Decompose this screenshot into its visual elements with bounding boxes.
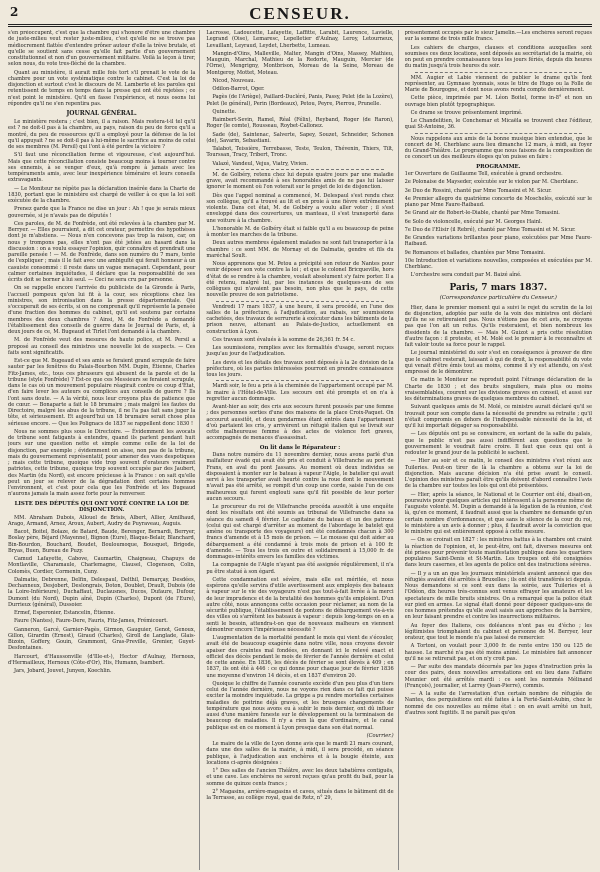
paragraph: Quoique le chiffre de l'année courante excède d'un peu plus d'un tiers celui de l'année dernière, nous ne voyons rien dans ce fait qui puisse exciter la moindre inquiétude. La grippe a pu rendre mortelles certaines maladies de poitrine déjà graves, et les brusques changements de température que nous avons eu à subir le mois dernier, ont dû influer aussi d'une manière funeste sur le développement ou la terminaison de beaucoup de maladies. Il n'y a rien là que d'ordinaire, et le canal publique est en ce moment à Lyon presque dans son état normal. bbox=[206, 680, 394, 731]
program-item: 10e Introduction et variations nouvelles, composées et exécutées par M. Cherblanc. bbox=[404, 257, 592, 271]
paragraph: Ermef, Esperonier, Estancelin, Étienne. bbox=[14, 610, 116, 617]
paragraph: Ce matin le Moniteur ne reproduit point l'étrange déclaration de la Charte de 1830 ; et des bruits singuliers, mais plus ou moins vraisemblables, courent sur les divisions graves en conseil, et aussi sur les déterminations graves de quelques membres du cabinet. bbox=[404, 377, 592, 403]
paragraph: Mardi soir, le feu a pris à la cheminée de l'appartement occupé par M. le maire à l'Hôtel-de-Ville. Les secours ont été prompts et on n'a à regretter aucun dommage. bbox=[206, 383, 394, 402]
paragraph: Quant au ministère, il aurait mille fois tort s'il prenait le vote de la chambre pour un vote systématique contre le cabinet. C'est la loi de disjonction et surtout c'est le discours de M. Lamberte et les paroles qui retentissent de temps en temps dans la presse qui ont été rejetées ; ce n'est point le ministère. Qu'il en fasse l'expérience, et nous osons lui répondre qu'il ne s'en repentira pas. bbox=[8, 69, 196, 107]
separator bbox=[415, 133, 582, 134]
program-item: 3e Duo de Rossini, chanté par Mme Tomasini et M. Sicur. bbox=[404, 187, 552, 194]
program-item: 6e Solo de violoncelle, exécuté par M. Georges Hainl. bbox=[404, 218, 543, 225]
paragraph: Nous apprenons que M. Petou a précipité son retour de Nantes pour venir déposer son vote contre la loi ; et que le colonel Bricqueville, hors d'état de se rendre à la chambre, voulait absolument s'y faire porter. Il a été retenu, malgré lui, par les instances de quelques-uns de ses collègues qui n'avaient pas besoin, non plus que le pays, de cette nouvelle preuve de son patriotisme. bbox=[206, 261, 394, 299]
separator bbox=[216, 169, 383, 170]
section-heading: LISTE DES DÉPUTÉS QUI ONT VOTÉ CONTRE LA LOI DE DISJONCTION. bbox=[14, 500, 189, 514]
paragraph: Raimbert-Sevin, Ramel, Réal (Félix), Reyband, Roger (de Raron), Roger (le comte), Rousseau, Roybet-Callonez. bbox=[206, 117, 394, 130]
paragraph: Sade (de), Saintenac, Salverte, Sapey, Souzet, Schneider, Schonen (de), Savarin, Sebastiani. bbox=[206, 131, 394, 144]
paragraph: M. de Fonfrède veut des mesures de haute police, et M. Persil a proposé au conseil des ministres une nouvelle loi de suspects. — Ces faits sont significatifs. bbox=[8, 337, 196, 356]
newspaper-title: CENSEUR. bbox=[249, 4, 351, 23]
column-1 bbox=[8, 30, 200, 870]
paragraph: Mangin-d'Oins, Malleville, Malter, Mangin d'Oins, Massey, Mathieu, Mauguin, Marchal, Mathieu de la Redorte, Mauguin, Mercier (de l'Orne), Mengrigny, Montbrison, Moreau de la Seine, Moreau de Montgeroy, Mottet, Moteau. bbox=[206, 50, 394, 76]
paragraph: Les cahiers de charges, clauses et conditions auxquelles sont soumises ces deux locations, sont déposés au secrétariat de la mairie, où on peut en prendre connaissance tous les jours fériés, depuis dix heures du matin jusqu'à trois heures du soir. bbox=[404, 44, 592, 70]
paragraph: Lacrosse, Ladoucette, Lafayette, Laffitte, Larabit, Laurence, Lavielle, Legrand (Oise), Lemaresc, Lepelletier d'Aulnay, Leroy, Letourneux, Levaillant, Leyraud, Leydet, Lherbette, Lumeau. bbox=[206, 30, 394, 49]
program-item: 1er Ouverture de Guillaume Tell, exécutée à grand orchestre. bbox=[404, 171, 563, 178]
article-columns bbox=[8, 30, 592, 870]
paragraph: — Hier, après la séance, le National et le Courrier ont été, disait-on, poursuivis pour quelques articles qui intéressent à la personne même de l'auguste volonté. M. Dupin a demandé à la légation de la réunion, c'est là, qu'en ce moment, il faudrait aussi que la chambre ne demande qu'un certain nombre d'ordonnances, et que sans le silence de la cour du roi, le ministère a un avis à donner ; plus, il faudrait avoir la conviction que le ministre qui est entièrement opposé à cette mesure. bbox=[404, 491, 592, 536]
paragraph: L'augmentation de la mortalité pendant le mois qui vient de s'écouler, avait été de beaucoup exagérée dans notre ville, nous croyons devoir apaiser des craintes mal fondées, en donnant ici le relevé exact et officiel des décès pendant le mois de février de l'année dernière et celui de cette année. En 1836, les décès de février se sont élevés à 409 ; en 1837, ils ont été à 446 : ce qui donne pour chaque jour de février 1836 une moyenne d'environ 14 décès, et en 1837 d'environ 20. bbox=[206, 635, 394, 679]
paragraph: — Les députés ont pu se convaincre, en sortant de la salle du palais, que le public n'est pas aussi indifférent aux questions que le gouvernement le voudrait faire croire. Il faut que ceux qui ont à redouter le grand jour de la publicité le sachent. bbox=[404, 431, 592, 457]
paragraph: MM. Abraham Dubois, Allouel de Brisis, Albert, Allier, Amilhaud, Arago, Armand, Arnez, Aroux, Aubert, Audry de Puyraveau, Auguis. bbox=[8, 514, 196, 527]
paragraph: Ces travaux sont évalués à la somme de 26,361 fr. 54 c. bbox=[212, 336, 355, 343]
separator bbox=[216, 380, 383, 381]
program-item: 2e Polonaise de Mayseder, exécutée sur le violon par M. Cherblanc. bbox=[404, 179, 579, 186]
paragraph: Bacot, Boitel, Bolaze, de Batard, Baude, Berenger, Bernardi, Berryer, Boslay père, Béjard (Mayenne), Bignon (Eure), Blaque-Belair, Blanchard, Bin-Bourdon, Bouchard, Boudet, Bouloumoque, Bousquet, Brigode, Bryas, Buen, Bureau de Puzy. bbox=[8, 529, 196, 554]
paragraph: — Il y a un an que les journaux ministériels avaient annoncé que des réfugiés avaient été arrêtés à Bruxelles ; ils ont été transférés ici depuis. Nous demandons si ce sont eux dans la soirée, aux Tuileries et à l'Odéon, dix heures très-connus sont venus effrayer les amateurs et les spectateurs de mille bruits sinistres. On a remarqué que la police était sur pied en armes. Le signal était donné pour déposer quelques-uns de ces hommes prétendus qu'elle avait saisis aux approches de la barrière, en leur faisant prendre et contre les insurrections militaires. bbox=[404, 570, 592, 621]
paragraph: Faure (Nantes), Faure-Dere, Fauris, Fitz-James, Frémicourt. bbox=[14, 618, 168, 625]
paragraph: M. de Golbéry, retenu chez lui depuis quatre jours par une maladie grave, avait recommandé à ses honorables amis de ne pas lui laisser ignorer le moment où l'on voterait sur le projet de loi de disjonction. bbox=[206, 171, 394, 191]
paragraph: Cette condamnation est sévère, mais elle est méritée, et nous espérons qu'elle servira d'utile avertissement aux employés des bateaux à vapeur sur le vie des voyageurs n'est pas tout-à-fait livrée à la merci de leur imprudence et de la brutalité des hommes qu'ils emploient. D'un autre côté, nous annonçons cette occasion pour réclamer, au nom de la sécurité publique, l'établissement de pontons de débarquement vis-à-vis des villes où s'arrêtent les bateaux à vapeur : depuis long-temps on en a senti le besoin, attendra-t-on que de nouveaux malheurs en viennent démontrer encore l'impérieuse nécessité ? bbox=[206, 576, 394, 633]
paragraph: Camud Lafayette, Cabove, Caumartin, Chaigneau, Chapuys de Montlaville, Charamaule, Charlemagne, Clausel, Clogenson, Colin, Colomès, Cordier, Cormenin, Cuny. bbox=[8, 556, 196, 575]
separator bbox=[216, 301, 383, 302]
paragraph: — Par suite des mandats décernés par les juges d'instruction près la cour des pairs, deux nouvelles arrestations ont eu lieu dans l'affaire Meunier ont été arrêtés mardi : ce sont les nommés Mélinand (François), journalier, et Larrey (Jean-Pierre), commis. bbox=[404, 664, 592, 689]
separator bbox=[415, 72, 582, 73]
paragraph: Nous ne sommes plus sous le Directoire. — Évidemment les avocats de tribune sont fatigants à entendre, quand ils parlent pendant huit jours sur une question nette et simple comme celle de la loi de disjonction, par exemple ; évidemment on aisse, non pas de la tribune, mais du gouvernement représentatif, pour amener des vues despotiques ; mais cette tribune, quoique vide trop souvent d'orateurs vraiment patriotes, cette tribune, quoique trop souvent occupée par des Jaubert, des Martin (du Nord), est encore précieuse à la France : on sait qu'elle peut un jour se relever de la dégradation dont certains hommes l'environnent, et c'est pour cela que les Fonfrède et les Bugeaud n'aurons jamais la main assez forte pour la renverser. bbox=[8, 428, 196, 498]
program-item: 9e Romances et ballades, chantées par Mme Tomasini. bbox=[404, 249, 546, 256]
paragraph: Odilon-Barrot, Oger. bbox=[212, 86, 265, 92]
dateline-subheading: (Correspondance particulière du Censeur.) bbox=[439, 294, 557, 301]
paragraph: Les devis et les détails des travaux sont déposés à la 2e division de la préfecture, où les parties intéressées pourront en prendre connaissance tous les jours. bbox=[206, 359, 394, 378]
paragraph: présentement occupés par le sieur Jamelin.—Les enchères seront reçues sur la somme de trois mille francs. bbox=[404, 30, 592, 43]
paragraph: Le ministère restera ; c'est bien, il a raison. Mais restera-t-il tel qu'il est ? ne doit-il pas à la chambre, au pays, raison du peu de force qu'il a montré, du peu de ressources qu'il a employé pour la défense de la loi qu'il appuyait ? ne se doit-il pas à lui-même le sacrifice au moins de celui de ses membres (M. Persil) qui l'ont à été perdre la victoire ? bbox=[8, 119, 196, 150]
paragraph: Dès que l'appel nominal a commencé, M. Delespaul s'est rendu chez son collègue, qu'il a trouvé au lit et en proie à une fièvre extrêmement violente. Dans cet état, M. de Golbéry a voulu aller voter ; il s'est enveloppé dans des couvertures, un manteau, il s'est transporté dans une voiture à la chambre. bbox=[206, 192, 394, 224]
program-item: 7e Duo de l'Elisir (il Rebré), chanté par Mme Tomasini et M. Sicur. bbox=[404, 226, 576, 233]
paragraph: — Hier au soir et ce matin, le conseil des ministres s'est réuni aux Tuileries. Peut-on tirer de là la chambre a obtenu sur la loi de disjonction. Mais aucune décision n'a été prise avant le conseil. L'opinion des ministres paraît être qu'ils doivent d'abord connaître l'avis de la chambre sur toutes les lois qui ont été présentées. bbox=[404, 458, 592, 490]
paragraph: 2° Magasins, arrière-magasins et caves, situés dans le bâtiment dit de la Terrasse, au collège royal, quai de Retz, n° 29, bbox=[206, 788, 394, 802]
paragraph: Quinette. bbox=[212, 108, 237, 115]
paragraph: Est-ce que M. Bugeaud et ses amis se feraient grand scrupule de faire sauter par les fenêtres du Palais-Bourbon MM. Dupin, Étienne, Charles Fitz-James, etc., tous ces phraseurs qui abusent de la parole et de la tribune (style Fonfrède) ? Est-ce que ces Messieurs se feraient scrupule, dans le cas où un mouvement populaire réagirait contre ce coup d'État, d'en faire lever les auteurs ou complices aux conseils de guerre ? Ils l'ont sans doute. — A la vérité, nous leur croyons plus de patience que de cœur. — Bonaparte a fait le 18 brumaire ; mais malgré les fautes du Directoire, malgré les abus de la tribune, il ne l'a pas fait sans juger la tête, et sérieusement. Et aujourd'hui un 18 brumaire serait chose plus sérieuse encore. — Que les Polignacs de 1837 se rappellent donc 1830 ! bbox=[8, 358, 196, 427]
paragraph: Jars, Jobard, Jouvet, Junyen, Koechlin. bbox=[14, 668, 112, 675]
paragraph: Ce drame se trouve présentement imprimé. bbox=[410, 109, 523, 116]
masthead-rule bbox=[8, 26, 592, 27]
paragraph: 1° Des salles de l'ancien Théâtre, avec les deux tabatières contiguës, et une cave. Les enchères ne seront reçues qu'au profit du bail, pour la somme de quinze cents francs ; bbox=[206, 768, 394, 787]
program-item: 8e Grandes variations brillantes pour piano, exécutées par Mme Faure-Raibaud. bbox=[404, 235, 592, 248]
masthead bbox=[8, 4, 592, 25]
section-heading: PROGRAMME. bbox=[476, 163, 521, 170]
paragraph: Nicod, Nouveau. bbox=[212, 77, 256, 84]
paragraph: Suivant quelques amis de M. Molé, ce ministre aurait déclaré qu'il se trouvait pour son compte dans la nécessité de prendre sa retraite ; qu'il n'était compromis en dehors de l'indispensable nécessité de la loi, et qu'il lui importait dégager sa responsabilité. bbox=[404, 404, 592, 430]
dateline-heading: Paris, 7 mars 1837. bbox=[449, 282, 548, 293]
paragraph: Le Chandelitien, le Conchemar et Micaëla se trouvent chez l'éditeur, quai St-Antoine, 36. bbox=[404, 118, 592, 131]
paragraph: Harcourt, d'Haussonville (d'Ille-et-), Hector d'Aulnay, Hernoux, d'Hermailleux, Hernoux (Côte-d'Or), His, Humann, Isambert. bbox=[8, 653, 196, 666]
paragraph: Prenez garde que la France ne dise un jour : Ah ! que je serais mieux gouvernée, si je n'avais pas de députés ! bbox=[8, 206, 196, 219]
paragraph: — On se croirait en 1827 : les ministres battus à la chambre ont craint la réaction de l'opinion, et, le peut-être, ont fait, diverses mesures ont été prises pour prévenir toute manifestation publique dans les quartiers populaires Saint-Denis et St-Martin. Les troupes ont été consignées dans leurs casernes, et les agents de police ont des instructions sévères. bbox=[404, 537, 592, 569]
program-item: 4e Premier allegro du quatrième concerto de Moschelès, exécuté sur le piano par Mme Faure-Raibaud. bbox=[404, 195, 592, 209]
program-item: 5e Grand air de Robert-le-Diable, chanté par Mme Tomasini. bbox=[404, 210, 560, 217]
paragraph: Le procureur du roi de Villefranche procéda aussitôt à une enquête dont les résultats ont été soumis au tribunal de Villefranche dans sa séance du samedi 4 février. Le capitaine du bateau et un des patrons (celui qui est chargé d'arrêter au moment de l'abordage le batelet qui amène ou transporte des voyageurs) ont été condamnés chacun à 300 francs d'amende et à 15 mois de prison. — Le mousse qui doit aider au débarquement a été condamné à trois mois de prison et à 100 fr. d'amende. — Tous les trois en outre et solidairement à 15,000 fr. de dommages-intérêts envers les familles des victimes. bbox=[206, 504, 394, 561]
paragraph: Valazé, Vandeul, Vejus, Viatry, Vivien. bbox=[212, 160, 308, 167]
paragraph: Au foyer des Italiens, ces doléances n'ont pas eu d'écho ; les légitimistes triomphaient du cabinet et personne de M. Berryer, leur orateur, que tout le monde n'a pas laissé de remercier. bbox=[404, 622, 592, 642]
section-heading: On lit dans le Réparateur : bbox=[259, 444, 341, 451]
paragraph: Pagès (de l'Ariège), Paillard-Ducléré, Panis, Passy, Pelet (de la Lozère), Pelet (le général), Perin (Bordeaux), Petou, Peyre, Pierrou, Prunelle. bbox=[206, 94, 394, 107]
source-attribution: (Courrier.) bbox=[366, 732, 394, 739]
paragraph: Ces paroles, de M. de Fonfrède, ont été relevées à la chambre par M. Berryer. — Elles pourraient, a dit cet orateur, permettre des hypothèses dont je m'abstiens. — Nous n'en concevons pas trop la raison, car, on nous y trompons pas, elles n'ont pas été jetées au hasard dans la discussion : on a voulu essayer l'opinion, quir connaître et prendrait une pareille pensée ! — M. de Fonfrède, dans son numéro du 7 mars, tente de l'expliquer ; mais il le fait avec une ambiguïté qui ferait honneur à un casuiste consommé : il reste dans un vague menaçant. Cependant, pour calmer certaines inquiétudes, il déclare que la responsabilité de ses écrits doit se borner à lui seul. — Ceci ne sera cru par personne. bbox=[8, 220, 196, 283]
paragraph: Vendredi 17 mars 1837, à une heure, il sera procédé, en l'une des salles de la préfecture, à l'adjudication, au rabais, sur soumissions cachetées, des travaux de serrurerie à exécuter dans les bâtiments de la prison neuve, attenant au Palais-de-Justice, actuellement en construction à Lyon. bbox=[206, 303, 394, 335]
paragraph: La compagnie de l'Aigle n'ayant pas été assignée régulièrement, il n'a pu être statué à son égard. bbox=[206, 562, 394, 575]
paragraph: Dans notre numéro du 11 novembre dernier, nous avons parlé d'un malfaiteur évadé qui avait été pris et conduit à Villefranche au port de Frans, en aval du pont Jassans. Au moment où deux individus se disposaient à monter sur le bateau à vapeur l'Aigle, le batelier qui avait servi à les transporter avait heurté contre la roue dont le mouvement n'avait pas été arrêté, se rompit d'un coup une corde, saisie l'un de ces malheureux qui furent englouti sans qu'il fût possible de leur porter aucun secours. bbox=[206, 452, 394, 502]
column-2 bbox=[206, 30, 398, 870]
paragraph: A Tortoni, on voulait pour 3,000 fr. de rente entre 150 ou 125 de hausse. Le marché n'a pas été moins animé. Le ministère fait annoncer qu'il ne se retirerait pas, et on n'y croit pas. bbox=[404, 643, 592, 662]
paragraph: MM. Augier et Labie viennent de publier le drame qu'ils font représenter, au Gymnase lyonnais, sous le titre de Hugo ou la Folle de Marie de Bourgogne, et dont nous avons rendu compte dernièrement. bbox=[404, 74, 592, 93]
paragraph: Deux autres membres également malades ne sont fait transporter à la chambre : ce sont MM. de Mornay et de Dalmatie, gendre et fils du maréchal Soult. bbox=[206, 240, 394, 259]
paragraph: Ganneron, Garcé, Garnier-Pagès, Girmon, Gauguier, Genot, Genoux, Gillon, Girardin (Ernest), Giraud (Charles), Giroll de Langlade, Glais-Bizoin, Goffery, Gouin, Grammont, Gras-Preville, Grenier, Guyet-Desfontaines. bbox=[8, 626, 196, 652]
paragraph: — Le Moniteur ne répète pas la déclaration insérée dans la Charte de 1830, portant que le ministère est chargé de veiller à ce que la loi soit exécutée de la chambre. bbox=[8, 185, 196, 204]
paragraph: Le maire de la ville de Lyon donne avis que le mardi 21 mars courant, dans une des salles de la mairie, à midi, il sera procédé, en séance publique, à l'adjudication aux enchères et à la bougie éteinte, aux locations ci-après désignées : bbox=[206, 741, 394, 766]
column-3 bbox=[405, 30, 592, 870]
paragraph: Le journal ministériel du soir s'est en conséquence à prouver de dire que le cabinet resterait, laissant à qui de droit, la responsabilité du vote qui venait d'être émis tout au moins, comme il s'y est attendu, on s'est empressé de le démontrer. bbox=[404, 350, 592, 376]
section-heading: JOURNAL GÉNÉRAL. bbox=[66, 110, 137, 117]
paragraph: Talabot, Teissière, Terrebasse, Teste, Teulon, Thévenin, Thiers, Tilt, Tourssan, Tracy, Tribert, Tronc. bbox=[206, 146, 394, 159]
paragraph: S'il faut une réconciliation ferme et vigoureuse, c'est aujourd'hui. Mais que cette réconciliation consiste beaucoup moins à tourner contre ses ennemis, à se venger d'eux, qu'à rompre à jamais avec les tempéraments amis, avec leur inexpérience téméraire et leurs conseils extravagants. bbox=[8, 152, 196, 184]
paragraph: Avant-hier au soir, des cris aux secours furent poussés par une femme ; des personnes sorties d'une des maisons de la place Croix-Paquet. On accourut aussitôt, et deux gendarmes étant entrés dans l'appartement d'où partaient les cris, y arrivèrent un réfugié italien qui se livrait sur cette malheureuse femme à des actes de violence fort graves, accompagnés de menaces d'assassinat. bbox=[206, 404, 394, 442]
paragraph: Cette pièce, imprimée par M. Léon Boitel, forme in-8° et non un ouvrage bien plutôt typographique. bbox=[404, 95, 592, 108]
paragraph: Les soumissions, remplies avec les formalités d'usage, seront reçues jusqu'au jour de l'adjudication. bbox=[206, 345, 394, 358]
paragraph: Nous rappelons aux amis de la bonne musique bien entendue, que le concert de M. Cherblanc aura lieu dimanche 12 mars, à midi, au foyer du Grand-Théâtre. Le programme que nous faisons de la composition de ce concert un des meilleurs éloges qu'on puisse en faire : bbox=[404, 135, 592, 161]
paragraph: L'orchestre sera conduit par M. Baizé aîné. bbox=[410, 272, 522, 279]
paragraph: Hier, dans le premier moment qui a suivi le rejet du scrutin de la loi de disjonction, adoptée par suite de la voix des ministres ont déclaré qu'ils ne se retireraient pas. Nous n'étions pas de cet avis, ne croyons pas que l'on ait un refus. Qu'ils resteraient, et bien nombreux les dissidents de la chambre. — Mais M. Guizot a pris cette résolution d'autre façon : il proteste, et M. Molé est le premier à le reconnaître et fait valoir toute sa force pour le rappel. bbox=[404, 304, 592, 349]
page-number: 2 bbox=[10, 5, 19, 19]
paragraph: Dalmatie, Debrenne, Delfin, Delespaul, Delthil, Demarçay, Desdées, Dechanneux, Desjobert, Deslongrais, Doton, Doublet, Drault, Dubois (de la Loire-Inférieure), Duchaffaut, Duclausnes, Ducos, Dufaure, Dufour, Dumont (du Nord), Dupin aîné, Dupin (Charles), Dupont (de l'Eure), Durrieux (général), Dussoier. bbox=[8, 576, 196, 608]
paragraph: s'en préoccupent, c'est que la chambre qui s'honore d'être une chambre de juste-milieu veut rester juste-milieu, c'est qu'elle ne se trouve pas médiocrement flattée d'entendre prôner autour d'elle la trève brutale, et qu'elle se soutient sans cesse qu'elle fait partie d'un gouvernement constitutionnel et non d'un gouvernement militaire. Voilà la leçon à tirer, selon nous, du vote tres-fléché de la chambre. bbox=[8, 30, 196, 68]
paragraph: L'honorable M. de Golbéry était si faible qu'il a eu beaucoup de peine à monter les marches de la tribune. bbox=[206, 225, 394, 238]
paragraph: On se rappelle encore l'arrivée du publiciste de la Gironde à Paris, l'accueil pompeux qu'on lui fit à la cour, ses réceptions chez les ministres, son intronisation dans la presse départementale. Qui s'occuperait de ses écrits, si on ne comprenait qu'il représente la pensée d'une fraction des hommes du cabinet, qu'il est soutenu par certains membres des deux chambres ? Ainsi, M. de Fonfrède a demandé l'établissement des conseils de guerre dans le Journal de Paris, et, à deux jours de ce, M. Bugeaud et Tirlet l'ont demandé à la chambre. bbox=[8, 285, 196, 335]
paragraph: — A la suite de l'arrestation d'un certain nombre de réfugiés de Nantes, des perquisitions ont été faites à la Ferté-Saint-Aubin, chez le nommé de ces nouvelles au même état : on en avait arrêté un huit, d'autres sont fugitifs. Il ne paraît pas qu'on bbox=[404, 691, 592, 716]
